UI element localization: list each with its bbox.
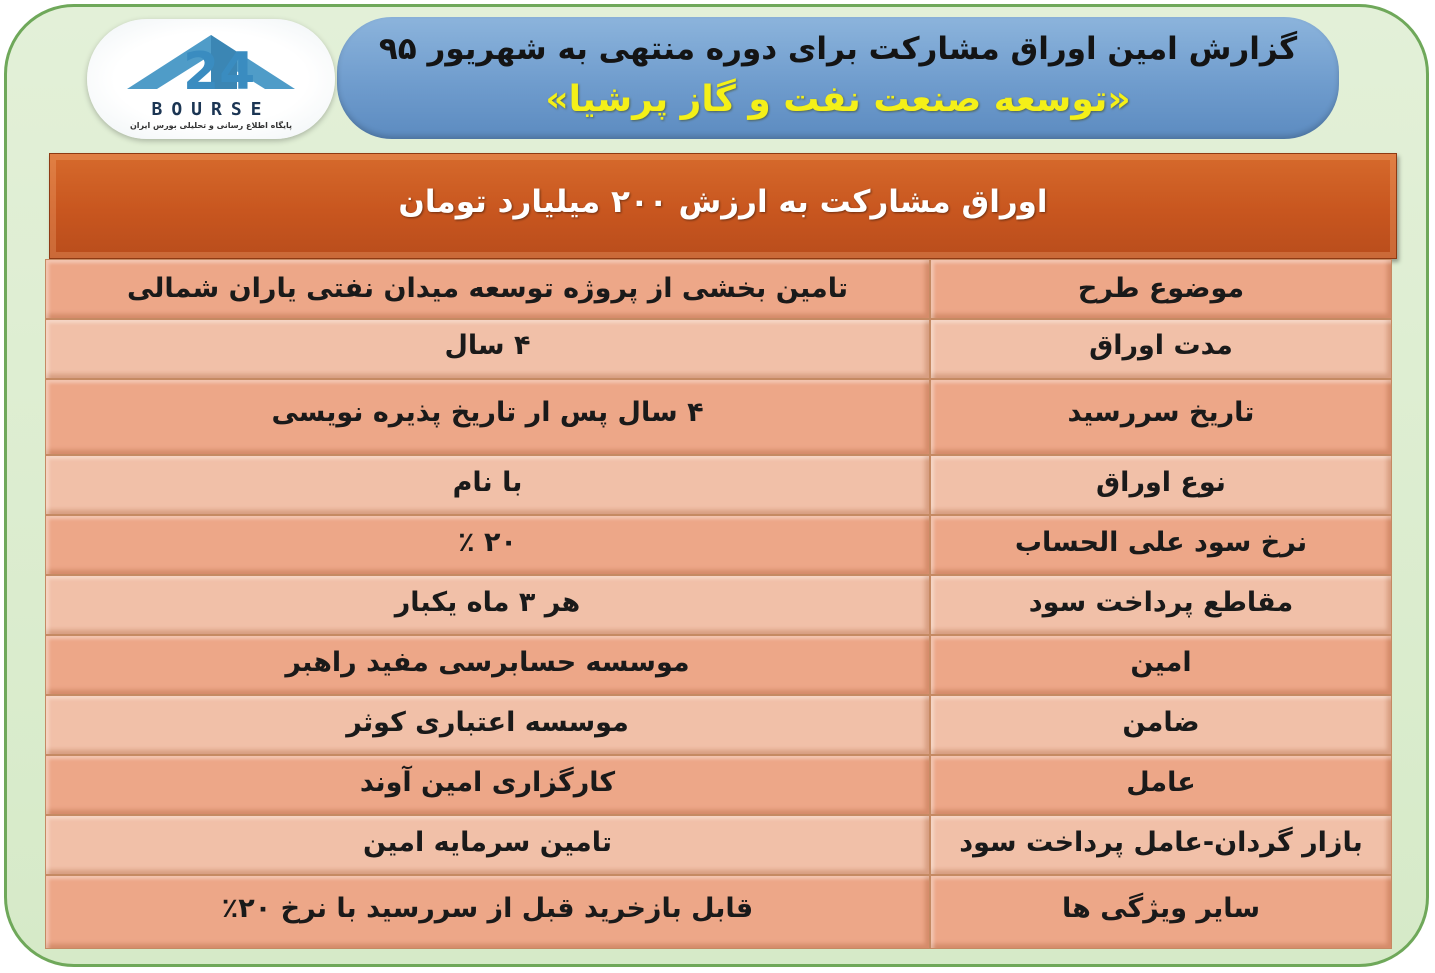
report-title: گزارش امین اوراق مشارکت برای دوره منتهی به شهریور ۹۵ [378, 31, 1298, 67]
table-row-value [45, 815, 930, 875]
table-row-value [45, 635, 930, 695]
table-row-value [45, 575, 930, 635]
banner-title: اوراق مشارکت به ارزش ۲۰۰ میلیارد تومان [398, 184, 1048, 220]
row-label: بازار گردان-عامل پرداخت سود [959, 827, 1363, 858]
row-label: نرخ سود علی الحساب [1014, 527, 1308, 558]
row-label: سایر ویژگی ها [1061, 893, 1261, 924]
row-value: هر ۳ ماه یکبار [394, 587, 581, 618]
row-value: موسسه اعتباری کوثر [346, 707, 629, 738]
table-row-label [930, 319, 1392, 379]
row-label: تاریخ سررسید [1067, 397, 1255, 428]
report-header [337, 17, 1339, 139]
table-row-label [930, 875, 1392, 949]
row-label: عامل [1126, 767, 1196, 798]
table-row-label [930, 755, 1392, 815]
row-label: مدت اوراق [1089, 330, 1233, 361]
report-subtitle: «توسعه صنعت نفت و گاز پرشیا» [545, 79, 1131, 120]
row-value: تامین سرمایه امین [362, 827, 613, 858]
table-row-label [930, 455, 1392, 515]
table-row-label [930, 815, 1392, 875]
row-value: قابل بازخرید قبل از سررسید با نرخ ۲۰٪ [221, 893, 754, 924]
table-row-value [45, 319, 930, 379]
row-value: تامین بخشی از پروژه توسعه میدان نفتی یاران شمالی [126, 273, 849, 304]
logo-caption: پایگاه اطلاع رسانی و تحلیلی بورس ایران [129, 121, 293, 130]
table-row-label [930, 575, 1392, 635]
row-label: مقاطع پرداخت سود [1028, 587, 1294, 618]
table-row-value [45, 875, 930, 949]
table-row-label [930, 379, 1392, 455]
table-row-value [45, 259, 930, 319]
table-row-label [930, 515, 1392, 575]
row-value: ۴ سال [444, 330, 531, 361]
row-value: ۲۰ ٪ [458, 527, 517, 558]
table-row-value [45, 379, 930, 455]
table-row-label [930, 635, 1392, 695]
row-label: ضامن [1122, 707, 1200, 738]
row-value: ۴ سال پس ار تاریخ پذیره نویسی [271, 397, 704, 428]
table-row-value [45, 695, 930, 755]
row-label: نوع اوراق [1096, 467, 1226, 498]
banner [49, 153, 1397, 259]
table-row-value [45, 455, 930, 515]
row-value: کارگزاری امین آوند [359, 767, 616, 798]
table-row-value [45, 755, 930, 815]
logo-word: BOURSE [151, 99, 271, 120]
table-row-value [45, 515, 930, 575]
logo-number: 24 [183, 42, 256, 102]
table-row-label [930, 259, 1392, 319]
row-value: موسسه حسابرسی مفید راهبر [285, 647, 690, 678]
bourse24-logo [87, 19, 335, 139]
table-row-label [930, 695, 1392, 755]
row-label: موضوع طرح [1077, 273, 1245, 304]
row-value: با نام [452, 467, 523, 498]
row-label: امین [1130, 647, 1192, 678]
page-frame [4, 4, 1429, 967]
